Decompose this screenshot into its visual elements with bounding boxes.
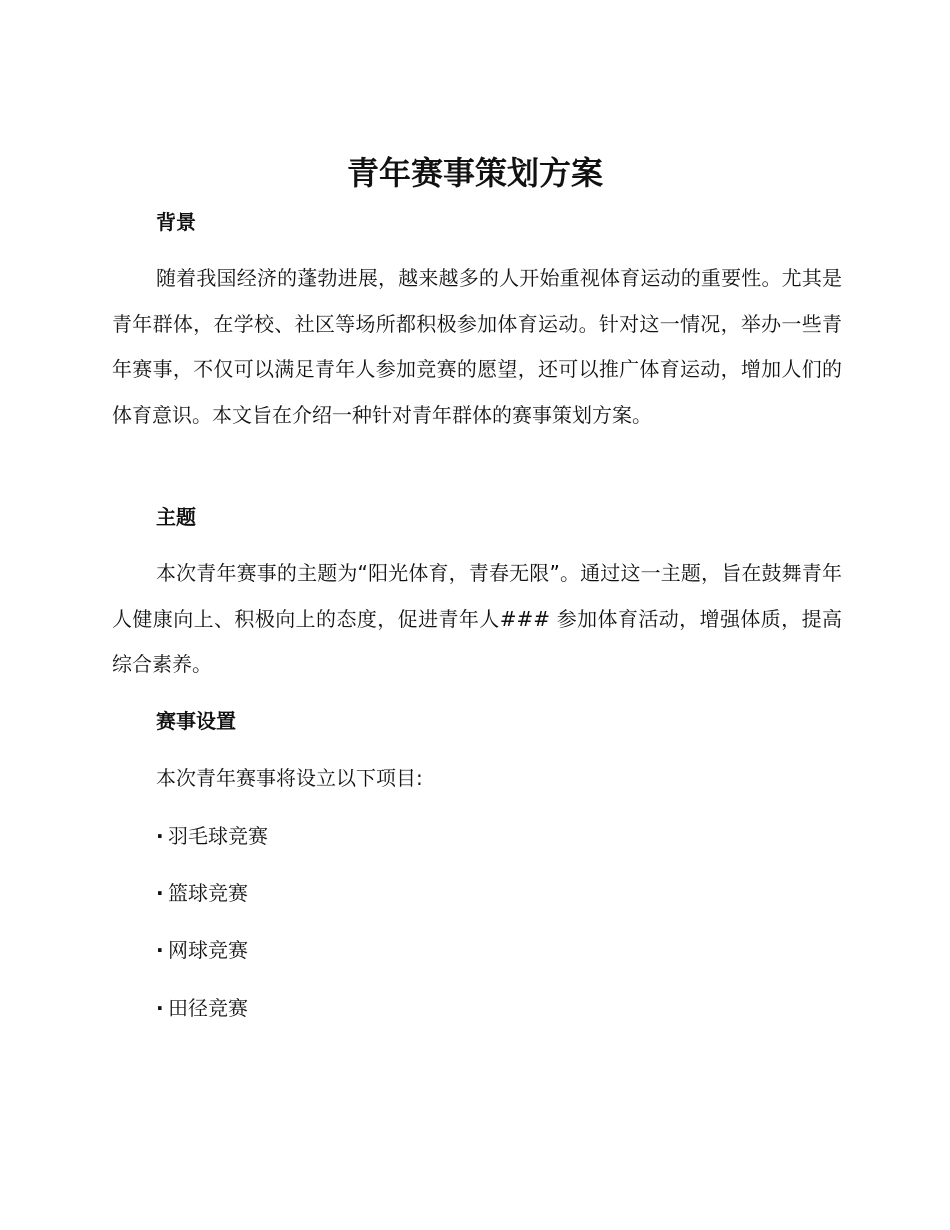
list-item-label: 网球竞赛 (168, 938, 248, 962)
section-heading-event-setup: 赛事设置 (156, 709, 236, 733)
document-title: 青年赛事策划方案 (346, 154, 603, 192)
list-item-label: 田径竞赛 (168, 996, 248, 1020)
bullet-icon: · (156, 996, 164, 1020)
list-item (156, 935, 248, 965)
list-item (156, 878, 248, 908)
list-item (156, 821, 268, 851)
list-item-label: 羽毛球竞赛 (168, 824, 268, 848)
section-heading-theme: 主题 (156, 505, 196, 529)
bullet-icon: · (156, 824, 164, 848)
list-item-label: 篮球竞赛 (168, 881, 248, 905)
theme-paragraph: 本次青年赛事的主题为“阳光体育，青春无限”。通过这一主题，旨在鼓舞青年人健康向上、积极向上的态度，促进青年人### 参加体育活动，增强体质，提高综合素养。 (112, 561, 842, 676)
bullet-icon: · (156, 938, 164, 962)
event-setup-intro: 本次青年赛事将设立以下项目: (156, 766, 423, 790)
background-paragraph: 随着我国经济的蓬勃进展，越来越多的人开始重视体育运动的重要性。尤其是青年群体，在学校、社区等场所都积极参加体育运动。针对这一情况，举办一些青年赛事，不仅可以满足青年人参加竞赛的愿望，还可以推广体育运动，增加人们的体育意识。本文旨在介绍一种针对青年群体的赛事策划方案。 (112, 266, 842, 427)
bullet-icon: · (156, 881, 164, 905)
section-heading-background: 背景 (156, 210, 196, 234)
list-item (156, 993, 248, 1023)
